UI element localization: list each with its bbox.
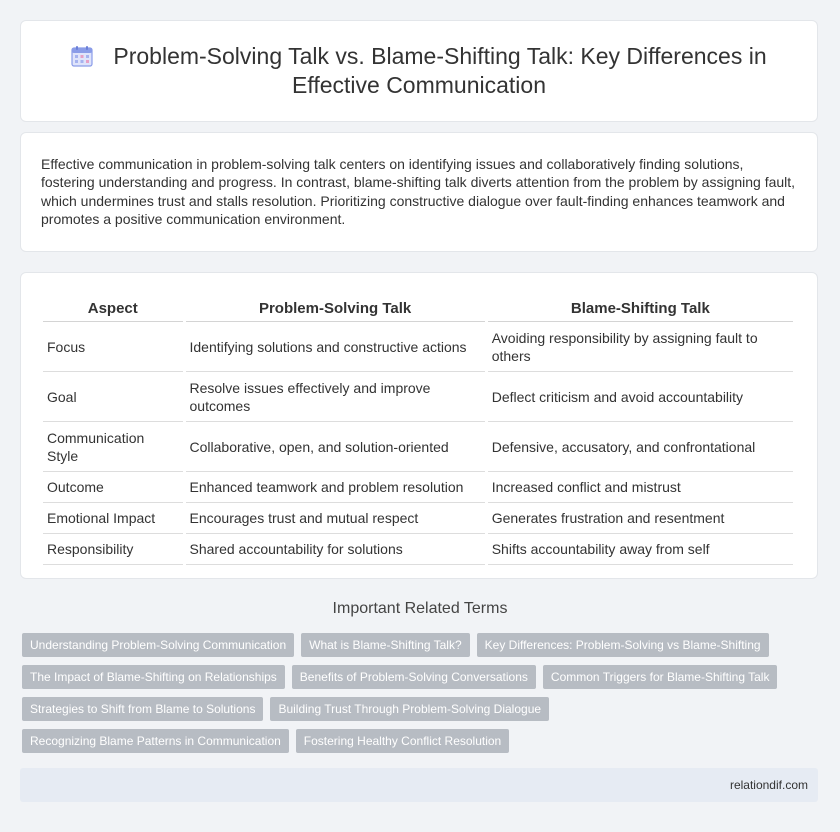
comparison-table-card xyxy=(20,272,818,579)
header-card xyxy=(20,20,818,122)
table-row xyxy=(43,422,793,472)
table-header-row xyxy=(43,295,793,322)
tag-row xyxy=(22,697,822,721)
table-cell-blame-shifting: Avoiding responsibility by assigning fault to others xyxy=(488,322,793,372)
related-terms-tags xyxy=(22,633,822,761)
related-term-tag[interactable]: The Impact of Blame-Shifting on Relationships xyxy=(22,665,285,689)
table-cell-problem-solving: Encourages trust and mutual respect xyxy=(186,503,485,534)
table-cell-problem-solving: Shared accountability for solutions xyxy=(186,534,485,565)
table-row xyxy=(43,322,793,372)
tag-row xyxy=(22,633,822,657)
table-row xyxy=(43,372,793,422)
related-term-tag[interactable]: What is Blame-Shifting Talk? xyxy=(301,633,470,657)
page-title-wrap xyxy=(54,42,784,100)
table-cell-aspect: Communication Style xyxy=(43,422,183,472)
table-cell-aspect: Outcome xyxy=(43,472,183,503)
table-cell-blame-shifting: Shifts accountability away from self xyxy=(488,534,793,565)
related-term-tag[interactable]: Strategies to Shift from Blame to Solutions xyxy=(22,697,263,721)
related-term-tag[interactable]: Fostering Healthy Conflict Resolution xyxy=(296,729,509,753)
table-row xyxy=(43,472,793,503)
table-cell-blame-shifting: Deflect criticism and avoid accountability xyxy=(488,372,793,422)
intro-card xyxy=(20,132,818,252)
table-cell-blame-shifting: Generates frustration and resentment xyxy=(488,503,793,534)
related-term-tag[interactable]: Building Trust Through Problem-Solving Dialogue xyxy=(270,697,549,721)
table-cell-aspect: Emotional Impact xyxy=(43,503,183,534)
table-cell-problem-solving: Collaborative, open, and solution-oriented xyxy=(186,422,485,472)
comparison-table xyxy=(40,295,796,565)
table-cell-aspect: Focus xyxy=(43,322,183,372)
related-term-tag[interactable]: Recognizing Blame Patterns in Communication xyxy=(22,729,289,753)
footer xyxy=(20,768,818,802)
header-aspect: Aspect xyxy=(43,295,183,322)
related-term-tag[interactable]: Benefits of Problem-Solving Conversations xyxy=(292,665,536,689)
footer-site-link[interactable]: relationdif.com xyxy=(729,778,808,792)
page-title: Problem-Solving Talk vs. Blame-Shifting Talk: Key Differences in Effective Communication xyxy=(113,43,767,98)
related-term-tag[interactable]: Common Triggers for Blame-Shifting Talk xyxy=(543,665,778,689)
table-cell-blame-shifting: Increased conflict and mistrust xyxy=(488,472,793,503)
table-cell-blame-shifting: Defensive, accusatory, and confrontational xyxy=(488,422,793,472)
related-terms-title: Important Related Terms xyxy=(332,600,508,617)
calendar-icon xyxy=(71,45,93,67)
table-cell-problem-solving: Resolve issues effectively and improve outcomes xyxy=(186,372,485,422)
table-cell-aspect: Responsibility xyxy=(43,534,183,565)
table-cell-problem-solving: Enhanced teamwork and problem resolution xyxy=(186,472,485,503)
table-cell-problem-solving: Identifying solutions and constructive actions xyxy=(186,322,485,372)
table-cell-aspect: Goal xyxy=(43,372,183,422)
tag-row xyxy=(22,665,822,689)
header-problem-solving: Problem-Solving Talk xyxy=(186,295,485,322)
intro-paragraph: Effective communication in problem-solving talk centers on identifying issues and collaboratively finding solutions, fostering understanding and progress. In contrast, blame-shifting talk diverts attention from the problem by assigning fault, which undermines trust and stalls resolution. Prioritizing constructive dialogue over fault-finding enhances teamwork and promotes a positive communication environment. xyxy=(41,156,796,228)
related-term-tag[interactable]: Key Differences: Problem-Solving vs Blame-Shifting xyxy=(477,633,769,657)
table-row xyxy=(43,503,793,534)
header-blame-shifting: Blame-Shifting Talk xyxy=(488,295,793,322)
table-row xyxy=(43,534,793,565)
related-term-tag[interactable]: Understanding Problem-Solving Communication xyxy=(22,633,294,657)
tag-row xyxy=(22,729,822,753)
